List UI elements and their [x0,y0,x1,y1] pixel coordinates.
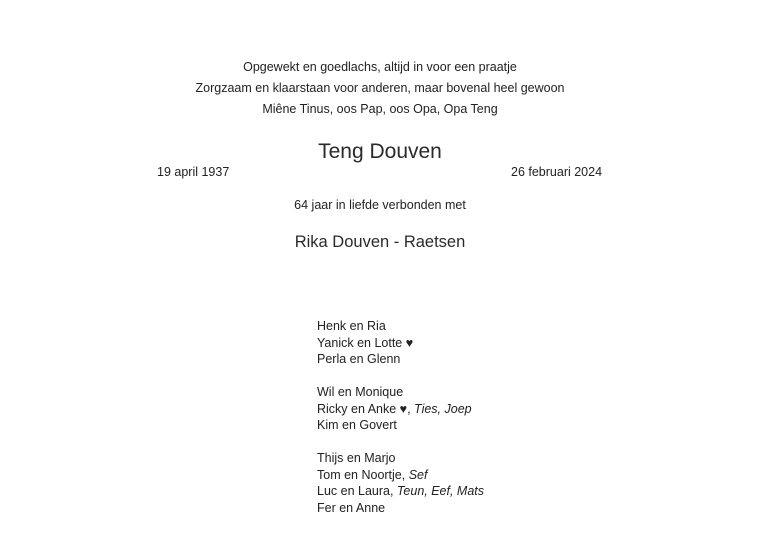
years-together: 64 jaar in liefde verbonden met [294,198,466,212]
partner-name: Rika Douven - Raetsen [294,233,466,251]
grandchildren-names: Teun, Eef, Mats [396,484,485,498]
family-line [317,450,484,467]
couple-names: Kim en Govert [317,418,397,432]
couple-names: Fer en Anne [317,500,386,515]
couple-names: Yanick en Lotte ♥ [317,335,414,350]
grandchildren-names: Sef [408,467,428,482]
poem-line: Miêne Tinus, oos Pap, oos Opa, Opa Teng [262,102,498,116]
family-line [317,318,484,335]
family-group [317,318,484,368]
family-line [317,384,484,401]
poem-line: Opgewekt en goedlachs, altijd in voor een praatje [243,60,517,74]
family-line [317,417,484,434]
grandchildren-names: Ties, Joep [414,401,472,416]
poem [0,57,760,120]
couple-names: Tom en Noortje, [317,467,409,482]
family-group [317,450,484,516]
couple-names: Thijs en Marjo [317,451,396,465]
deceased-name: Teng Douven [318,140,442,163]
couple-names: Henk en Ria [317,319,386,333]
family-line [317,401,484,418]
family-line [317,500,484,517]
birth-date: 19 april 1937 [157,165,230,179]
couple-names: Luc en Laura, [317,484,397,498]
death-date: 26 februari 2024 [511,165,603,179]
family-group [317,384,484,434]
family-line [317,483,484,500]
family-line [317,351,484,368]
family-list [317,318,484,516]
poem-line: Zorgzaam en klaarstaan voor anderen, maar bovenal heel gewoon [195,81,565,95]
couple-names: Perla en Glenn [317,352,401,366]
couple-names: Ricky en Anke ♥, [317,401,415,416]
family-line [317,335,484,352]
couple-names: Wil en Monique [317,385,404,399]
family-line [317,467,484,484]
